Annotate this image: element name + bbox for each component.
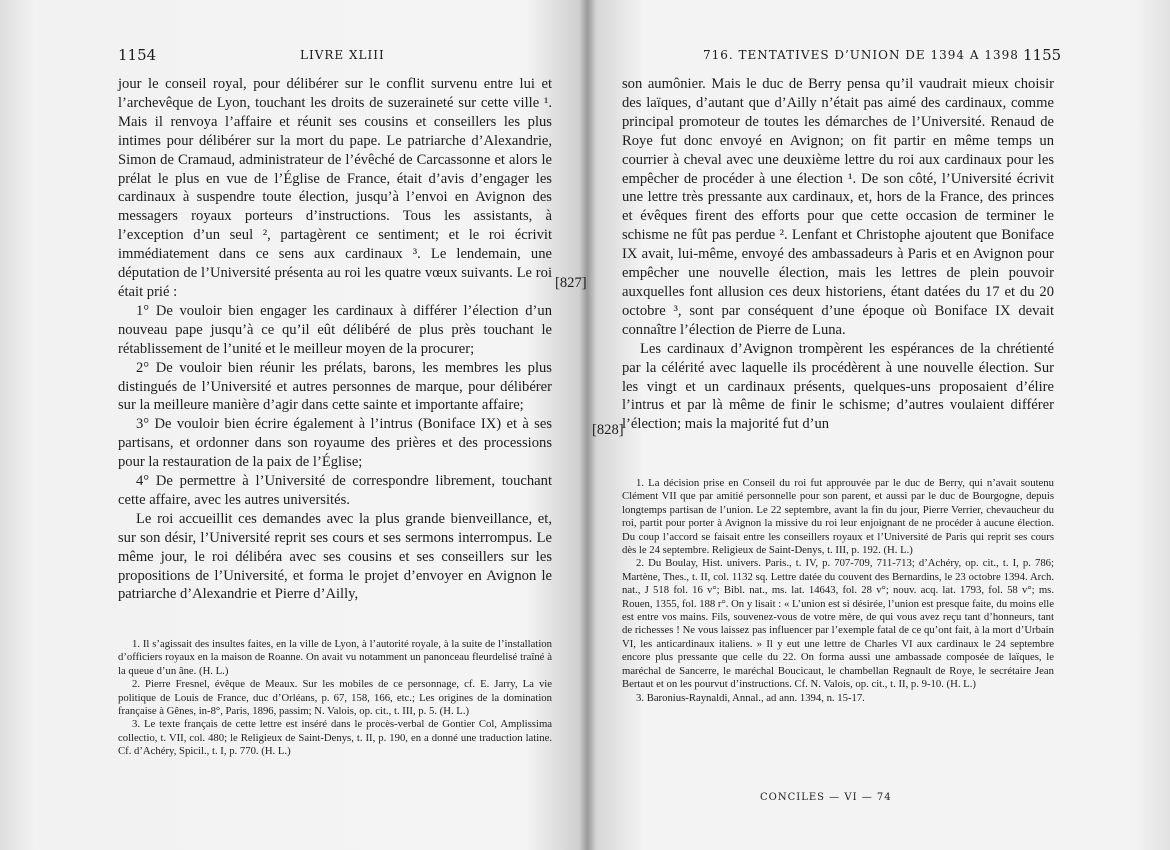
paragraph: Le roi accueillit ces demandes avec la plus grande bienveillance, et, sur son désir, l’Université reprit ses cours et ses sermons interrompus. Le même jour, le roi délibéra avec ses cousins et ses conseillers sur les propositions de l’Université, et forma le projet d’envoyer en Avignon le patriarche d’Alexandrie et Pierre d’Ailly,: [118, 510, 552, 603]
footnote: 1. La décision prise en Conseil du roi fut approuvée par le duc de Berry, qui n’avait soutenu Clément VII que par amitié personnelle pour son parent, et aussi par le duc de Bourgogne, depuis longtemps partisan de l’union. Le 22 septembre, avant la fin du jour, Pierre Verrier, chevaucheur du roi, partit pour porter à Avignon la missive du roi leur enjoignant de ne procéder à aucune élection. Du coup l’accord se faisait entre les conseillers royaux et l’Université de Paris qui reprit ses cours dès le 24 septembre. Religieux de Saint-Denys, t. III, p. 192. (H. L.): [622, 477, 1054, 557]
right-running-head: 716. TENTATIVES D’UNION DE 1394 A 1398: [703, 48, 1019, 62]
paragraph: 3° De vouloir bien écrire également à l’intrus (Boniface IX) et à ses partisans, et ordonner dans son royaume des prières et des processions pour la restauration de la paix de l’Église;: [118, 416, 552, 471]
left-running-head: LIVRE XLIII: [300, 48, 385, 62]
right-body-text: [622, 75, 1054, 434]
paragraph: 4° De permettre à l’Université de correspondre librement, touchant cette affaire, avec les autres universités.: [118, 473, 552, 508]
paragraph: 1° De vouloir bien engager les cardinaux à différer l’élection d’un nouveau pape jusqu’à ce qu’il eût délibéré de plus près touchant le rétablissement de l’unité et le meilleur moyen de la procurer;: [118, 302, 552, 357]
footnote: 3. Le texte français de cette lettre est inséré dans le procès-verbal de Gontier Col, Amplissima collectio, t. VII, col. 480; le Religieux de Saint-Denys, t. II, p. 190, en a donné une traduction latine. Cf. d’Achéry, Spicil., t. I, p. 770. (H. L.): [118, 718, 552, 758]
margin-reference: [827]: [555, 275, 587, 291]
footnote: 1. Il s’agissait des insultes faites, en la ville de Lyon, à l’autorité royale, à la suite de l’installation d’officiers royaux en la maison de Roanne. On avait vu notamment un panonceau fleurdelisé traîné à la queue d’un âne. (H. L.): [118, 638, 552, 677]
paragraph: Les cardinaux d’Avignon trompèrent les espérances de la chrétienté par la célérité avec laquelle ils procédèrent à une nouvelle élection. Sur les vingt et un cardinaux présents, quelques-uns proposaient d’élire l’intrus et par là même de finir le schisme; d’autres voulaient différer l’élection; mais la majorité fut d’un: [622, 340, 1054, 433]
paragraph: jour le conseil royal, pour délibérer sur le conflit survenu entre lui et l’archevêque de Lyon, touchant les droits de suzeraineté sur cette ville ¹. Mais il renvoya l’affaire et réunit ses cousins et conseillers les plus intimes pour délibérer sur la mort du pape. Le patriarche d’Alexandrie, Simon de Cramaud, administrateur de l’évêché de Carcassonne et alors le prélat le plus en vue de l’Église de France, était d’avis d’engager les cardinaux à suspendre toute élection, jusqu’à l’envoi en Avignon des messagers royaux porteurs d’instructions. Tous les assistants, à l’exception d’un seul ², partagèrent ce sentiment; et le roi écrivit immédiatement dans ce sens aux cardinaux ³. Le lendemain, une députation de l’Université présenta au roi les quatre vœux suivants. Le roi était prié :: [118, 76, 552, 300]
paragraph: 2° De vouloir bien réunir les prélats, barons, les membres les plus distingués de l’Université et autres personnes de marque, pour délibérer sur la meilleure manière d’agir dans cette sainte et importante affaire;: [118, 359, 552, 414]
paragraph: son aumônier. Mais le duc de Berry pensa qu’il vaudrait mieux choisir des laïques, d’autant que d’Ailly n’était pas aimé des cardinaux, comme principal promoteur de toutes les démarches de l’Université. Renaud de Roye fut donc envoyé en Avignon; on fit partir en même temps un courrier à cheval avec une deuxième lettre du roi aux cardinaux pour les empêcher de procéder à une élection ¹. De son côté, l’Université écrivit une lettre très pressante aux cardinaux, et, hors de la France, des princes et évêques firent des efforts pour que cette occasion de terminer le schisme ne fût pas perdue ². Lenfant et Christophe ajoutent que Boniface IX avait, lui-même, envoyé des ambassadeurs à Paris et en Avignon pour empêcher une nouvelle élection, mais les lettres de plein pouvoir auxquelles font allusion ces deux historiens, étant datées du 17 et du 20 octobre ³, sont par conséquent d’une époque où Boniface IX devait connaître l’élection de Pierre de Luna.: [622, 76, 1054, 338]
margin-reference: [828]: [592, 422, 624, 438]
footnote: 3. Baronius-Raynaldi, Annal., ad ann. 1394, n. 15-17.: [636, 691, 865, 704]
right-page-number: 1155: [1023, 46, 1062, 64]
footnote: 2. Du Boulay, Hist. univers. Paris., t. IV, p. 707-709, 711-713; d’Achéry, op. cit., t. I, p. 786; Martène, Thes., t. II, col. 1132 sq. Lettre datée du couvent des Bernardins, le 23 octobre 1394. Arch. nat., J 518 fol. 16 v°; Bibl. nat., ms. lat. 14643, fol. 28 v°; nouv. acq. lat. 1793, fol. 58 v°; ms. Rouen, 1355, fol. 188 r°. On y lisait : « L’union est si désirée, l’union est presque faite, du moins elle est entre vos mains. Fils, souvenez-vous de votre mère, de qui vous avez reçu tant d’honneurs, tant de richesses ! Ne vous laissez pas influencer par l’exemple fatal de ce qu’ont fait, à la mort d’Urbain VI, les anticardinaux italiens. » Il y eut une lettre de Charles VI aux cardinaux le 24 septembre encore plus pressante que celle du 22. On forma aussi une ambassade composée de laïques, le maréchal de Sancerre, le maréchal Boucicaut, le chambellan Regnault de Roye, le secrétaire Jean Bertaut et on les pourvut d’instructions. Cf. N. Valois, op. cit., t. II, p. 9-10. (H. L.): [622, 557, 1054, 691]
left-page-number: 1154: [118, 46, 157, 64]
left-body-text: [118, 75, 552, 604]
footnote: 2. Pierre Fresnel, évêque de Meaux. Sur les mobiles de ce personnage, cf. E. Jarry, La vie politique de Louis de France, duc d’Orléans, p. 67, 158, 166, etc.; Les origines de la domination française à Gênes, in-8°, Paris, 1896, passim; N. Valois, op. cit., t. III, p. 5. (H. L.): [118, 678, 552, 718]
right-footnotes: [622, 477, 1054, 705]
right-page: [585, 0, 1170, 850]
signature-line: CONCILES — VI — 74: [760, 792, 892, 803]
left-footnotes: [118, 638, 552, 759]
